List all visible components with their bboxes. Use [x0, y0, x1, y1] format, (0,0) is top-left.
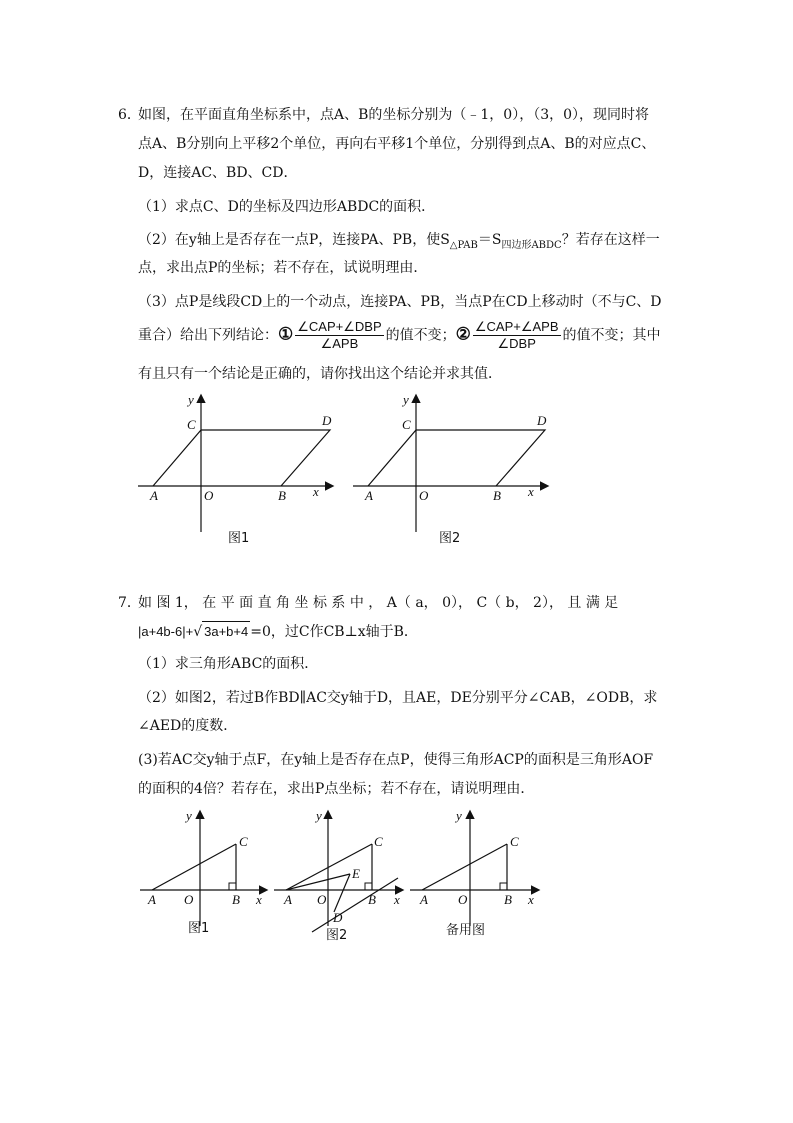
label-a: A: [148, 892, 156, 907]
label-d: D: [322, 413, 332, 428]
sqrt-sign: √: [193, 624, 203, 640]
q6-figure-2: [351, 392, 551, 552]
label-b: B: [232, 892, 240, 907]
label-y: y: [316, 808, 322, 823]
label-x: x: [394, 892, 400, 907]
figure-caption: 图1: [188, 921, 210, 936]
segment-ac: [422, 844, 507, 890]
label-b: B: [493, 488, 501, 503]
q6-line-2: 点A、B分别向上平移2个单位，再向右平移1个单位，分别得到点A、B的对应点C、: [138, 136, 656, 152]
q6-part-2-text-b: ？若存在这样一: [561, 232, 660, 248]
q6-part-3: （3）点P是线段CD上的一个动点，连接PA、PB，当点P在CD上移动时（不与C、D: [138, 294, 662, 310]
fraction-2: [473, 319, 561, 352]
q6-figure-1: [136, 392, 336, 552]
label-o: O: [458, 892, 468, 907]
q6-part-2-sub-2: 四边形ABDC: [501, 239, 562, 251]
right-angle-mark: [229, 883, 236, 890]
label-c: C: [510, 834, 519, 849]
label-b: B: [368, 892, 376, 907]
label-x: x: [528, 892, 534, 907]
label-y: y: [188, 392, 194, 407]
label-d: D: [333, 910, 343, 925]
label-y: y: [403, 392, 409, 407]
q7-part-1: （1）求三角形ABC的面积．: [138, 656, 319, 672]
right-angle-mark: [500, 883, 507, 890]
q7-line-2-rest: =0，过C作CB⊥x轴于B．: [250, 624, 418, 640]
label-o: O: [419, 488, 429, 503]
label-o: O: [317, 892, 327, 907]
label-x: x: [313, 484, 319, 499]
q6-part-1: （1）求点C、D的坐标及四边形ABDC的面积．: [138, 199, 436, 215]
quadrilateral-abdc: [153, 430, 330, 486]
label-o: O: [204, 488, 214, 503]
figure-caption: 图1: [228, 531, 250, 546]
q6-part-2-sub-1: △PAB: [449, 239, 478, 251]
label-a: A: [365, 488, 373, 503]
segment-ed: [334, 874, 350, 912]
q6-part-2-eq: ＝S: [477, 232, 502, 248]
q6-part-2: [138, 230, 660, 256]
label-b: B: [504, 892, 512, 907]
label-c: C: [187, 417, 196, 432]
label-c: C: [374, 834, 383, 849]
segment-ac: [152, 844, 236, 890]
q6-part-3-conclusions: [138, 319, 661, 352]
fraction-2-numerator: ∠CAP+∠APB: [474, 319, 559, 334]
q7-part-2-cont: ∠AED的度数．: [138, 718, 238, 734]
label-d: D: [537, 413, 547, 428]
q6-part-3-post: 的值不变；其中: [562, 327, 661, 344]
q6-part-2-cont: 点，求出点P的坐标；若不存在，试说明理由．: [138, 260, 428, 276]
sqrt-radicand: 3a+b+4: [202, 621, 250, 642]
label-c: C: [402, 417, 411, 432]
q6-part-2-text-a: （2）在y轴上是否存在一点P，连接PA、PB，使S: [138, 232, 450, 248]
label-a: A: [284, 892, 292, 907]
label-y: y: [186, 808, 192, 823]
fraction-2-denominator: ∠DBP: [497, 336, 536, 351]
figure-caption: 图2: [439, 531, 461, 546]
q6-part-3-pre: 重合）给出下列结论：: [138, 327, 278, 344]
label-a: A: [150, 488, 158, 503]
figure-caption: 备用图: [446, 923, 486, 938]
label-o: O: [184, 892, 194, 907]
right-angle-mark: [365, 883, 372, 890]
fraction-1-denominator: ∠APB: [320, 336, 359, 351]
q7-part-2: （2）如图2，若过B作BD∥AC交y轴于D，且AE，DE分别平分∠CAB，∠ODB，求: [138, 690, 658, 706]
label-e: E: [352, 866, 360, 881]
figure-caption: 图2: [326, 928, 348, 943]
quadrilateral-abdc: [368, 430, 545, 486]
q7-figure-2: [272, 808, 407, 948]
q6-line-3: D，连接AC、BD、CD．: [138, 165, 298, 181]
q7-line-2: [138, 621, 418, 642]
q6-line-1: 如图，在平面直角坐标系中，点A、B的坐标分别为（﹣1，0），（3，0），现同时将: [138, 107, 650, 123]
label-y: y: [456, 808, 462, 823]
q6-part-3-mid: 的值不变；: [385, 327, 456, 344]
q7-line-1: 如 图 1， 在 平 面 直 角 坐 标 系 中 ， A（ a， 0）， C（ b， 2）， 且 满 足: [138, 595, 619, 611]
conclusion-2-marker: ②: [455, 324, 471, 345]
q7-number: 7．: [118, 595, 141, 611]
q6-part-3-cont: 有且只有一个结论是正确的，请你找出这个结论并求其值．: [138, 366, 502, 382]
label-c: C: [239, 834, 248, 849]
abs-expression: |a+4b-6|+: [138, 624, 194, 639]
q7-part-3: (3)若AC交y轴于点F，在y轴上是否存在点P，使得三角形ACP的面积是三角形AOF: [138, 752, 654, 768]
label-a: A: [420, 892, 428, 907]
label-x: x: [256, 892, 262, 907]
q7-figure-1: [138, 808, 270, 943]
fraction-1-numerator: ∠CAP+∠DBP: [297, 319, 382, 334]
q7-part-3-cont: 的面积的4倍？若存在，求出P点坐标；若不存在，请说明理由．: [138, 781, 535, 797]
q6-number: 6．: [118, 107, 141, 123]
conclusion-1-marker: ①: [278, 324, 294, 345]
segment-ae: [286, 874, 350, 890]
label-b: B: [278, 488, 286, 503]
q7-figure-backup: [408, 808, 543, 943]
fraction-1: [295, 319, 383, 352]
label-x: x: [528, 484, 534, 499]
